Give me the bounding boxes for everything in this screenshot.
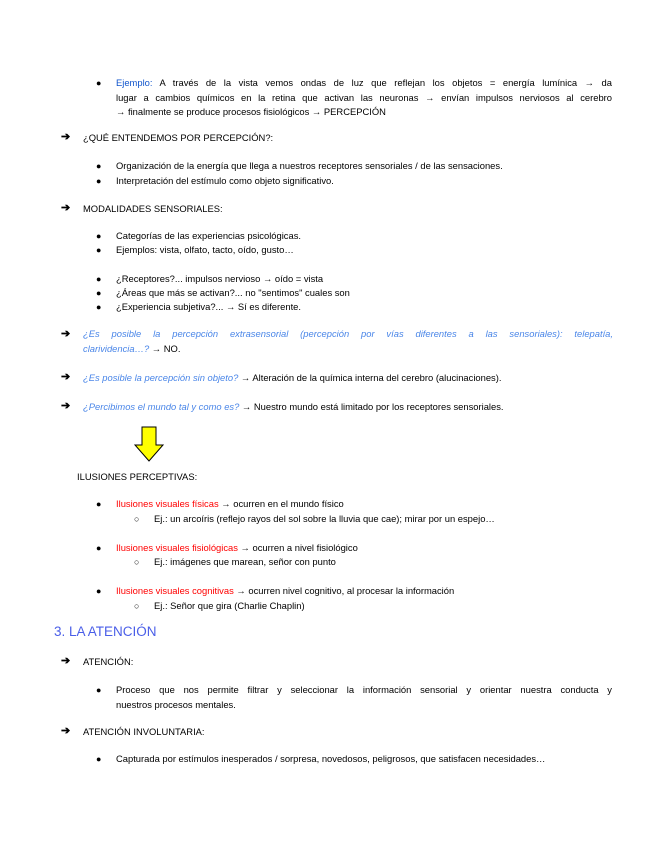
ilusion-fisicas <box>116 497 344 512</box>
atencion-involuntaria-heading: ATENCIÓN INVOLUNTARIA: <box>83 726 205 737</box>
percepcion-heading: ¿QUÉ ENTENDEMOS POR PERCEPCIÓN?: <box>83 132 274 143</box>
modalidades-item-3: ¿Receptores?... impulsos nervioso → oído = vista <box>116 273 324 284</box>
ilusion-fisicas-label: Ilusiones visuales físicas <box>116 498 219 509</box>
arrow-icon: ➔ <box>61 131 71 143</box>
ilusion-fisicas-rest: → ocurren en el mundo físico <box>218 498 344 509</box>
percepcion-item-1: Organización de la energía que llega a nuestros receptores sensoriales / de las sensaciones. <box>116 160 503 171</box>
circle-bullet-icon: ○ <box>134 601 140 611</box>
atencion-heading: ATENCIÓN: <box>83 656 134 667</box>
question-sin-objeto <box>83 371 501 386</box>
modalidades-item-4: ¿Áreas que más se activan?... no "sentimos" cuales son <box>116 287 350 298</box>
bullet-icon: ● <box>96 499 102 509</box>
ilusion-cognitivas-example: Ej.: Señor que gira (Charlie Chaplin) <box>154 600 305 611</box>
ilusion-cognitivas <box>116 584 454 599</box>
yellow-down-arrow-icon <box>134 426 164 462</box>
atencion-item-line-2: nuestros procesos mentales. <box>116 698 236 710</box>
question-1-line-1: ¿Es posible la percepción extrasensorial (percepción por vías diferentes a las sensoriales): telepatía, <box>83 328 613 339</box>
bullet-icon: ● <box>96 78 102 88</box>
question-extrasensorial <box>83 327 613 356</box>
question-3-text: ¿Percibimos el mundo tal y como es? <box>83 401 240 412</box>
arrow-icon: ➔ <box>61 655 71 667</box>
bullet-icon: ● <box>96 586 102 596</box>
circle-bullet-icon: ○ <box>134 557 140 567</box>
arrow-icon: ➔ <box>61 725 71 737</box>
circle-bullet-icon: ○ <box>134 514 140 524</box>
modalidades-item-1: Categorías de las experiencias psicológicas. <box>116 230 301 241</box>
example-line-1: A través de la vista vemos ondas de luz que reflejan los objetos = energía lumínica → da <box>159 77 612 88</box>
ilusion-fisiologicas-rest: → ocurren a nivel fisiológico <box>237 542 358 553</box>
bullet-icon: ● <box>96 685 102 695</box>
ilusion-fisiologicas-label: Ilusiones visuales fisiológicas <box>116 542 238 553</box>
example-label: Ejemplo: <box>116 77 153 88</box>
atencion-item <box>116 683 612 712</box>
ilusion-fisiologicas <box>116 541 358 556</box>
modalidades-item-5: ¿Experiencia subjetiva?... → Sí es diferente. <box>116 301 301 312</box>
section-title: 3. LA ATENCIÓN <box>54 624 157 639</box>
arrow-icon: ➔ <box>61 202 71 214</box>
bullet-icon: ● <box>96 161 102 171</box>
modalidades-heading: MODALIDADES SENSORIALES: <box>83 203 223 214</box>
bullet-icon: ● <box>96 302 102 312</box>
question-mundo <box>83 400 504 415</box>
bullet-icon: ● <box>96 231 102 241</box>
arrow-icon: ➔ <box>61 328 71 340</box>
arrow-icon: ➔ <box>61 371 71 383</box>
ilusion-cognitivas-rest: → ocurren nivel cognitivo, al procesar la información <box>233 585 455 596</box>
bullet-icon: ● <box>96 274 102 284</box>
example-paragraph <box>116 76 612 120</box>
modalidades-item-2: Ejemplos: vista, olfato, tacto, oído, gusto… <box>116 244 294 255</box>
atencion-item-line-1: Proceso que nos permite filtrar y seleccionar la información sensorial y orientar nuestra conducta y <box>116 684 612 695</box>
bullet-icon: ● <box>96 288 102 298</box>
question-1-line-2: clarividencia…? <box>83 342 150 354</box>
atencion-involuntaria-item: Capturada por estímulos inesperados / sorpresa, novedosos, peligrosos, que satisfacen necesidades… <box>116 753 546 764</box>
arrow-icon: ➔ <box>61 400 71 412</box>
bullet-icon: ● <box>96 754 102 764</box>
bullet-icon: ● <box>96 176 102 186</box>
question-1-answer: → NO. <box>149 342 181 354</box>
percepcion-item-2: Interpretación del estímulo como objeto significativo. <box>116 175 334 186</box>
question-3-answer: → Nuestro mundo está limitado por los receptores sensoriales. <box>239 401 504 412</box>
example-line-2: lugar a cambios químicos en la retina que activan las neuronas → envían impulsos nerviosos al cerebro <box>116 91 612 103</box>
question-2-answer: → Alteración de la química interna del cerebro (alucinaciones). <box>238 372 502 383</box>
bullet-icon: ● <box>96 543 102 553</box>
ilusiones-heading: ILUSIONES PERCEPTIVAS: <box>77 471 198 482</box>
ilusion-fisicas-example: Ej.: un arcoíris (reflejo rayos del sol sobre la lluvia que cae); mirar por un espejo… <box>154 513 495 524</box>
bullet-icon: ● <box>96 245 102 255</box>
ilusion-cognitivas-label: Ilusiones visuales cognitivas <box>116 585 234 596</box>
question-2-text: ¿Es posible la percepción sin objeto? <box>83 372 239 383</box>
ilusion-fisiologicas-example: Ej.: imágenes que marean, señor con punto <box>154 556 336 567</box>
example-line-3: → finalmente se produce procesos fisiológicos → PERCEPCIÓN <box>116 106 386 117</box>
